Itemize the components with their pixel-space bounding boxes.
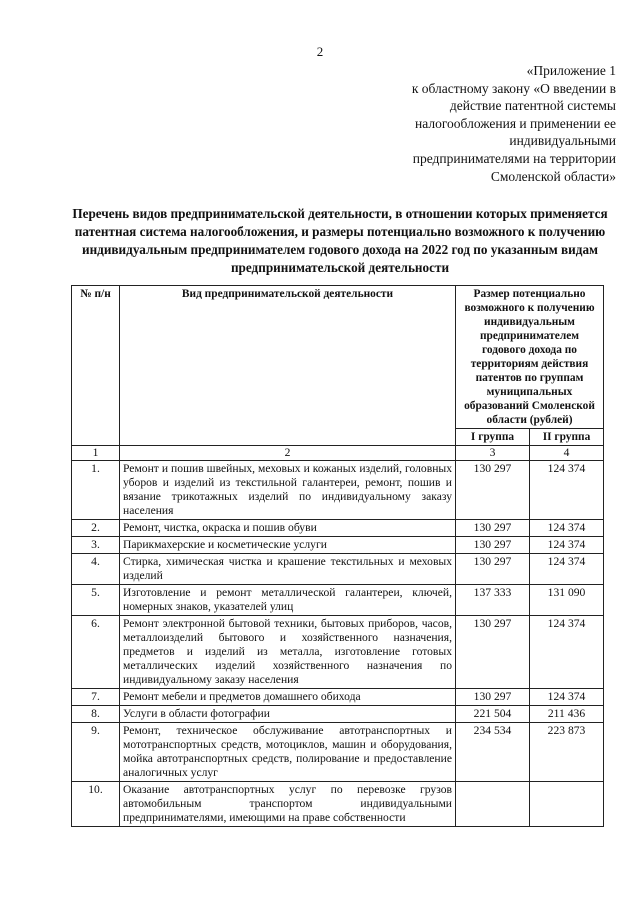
document-title: Перечень видов предпринимательской деятельности, в отношении которых применяется патентная система налогообложения, и размеры потенциально возможного к получению индивидуальным предпринимателем годового дохода на 2022 год по указанным видам предпринимательской деятельности (72, 206, 608, 275)
appendix-line: индивидуальными (509, 133, 616, 149)
row-activity: Стирка, химическая чистка и крашение текстильных и меховых изделий (120, 554, 456, 585)
row-activity: Ремонт, техническое обслуживание автотранспортных и мототранспортных средств, мотоциклов, машин и оборудования, мойка автотранспортных средств, полирование и предоставление аналогичных услуг (120, 723, 456, 782)
row-income-group-2: 124 374 (530, 461, 604, 520)
appendix-line: «Приложение 1 (526, 63, 616, 78)
row-income-group-1: 130 297 (456, 520, 530, 537)
row-income-group-2: 211 436 (530, 706, 604, 723)
appendix-line: к областному закону «О введении в (411, 80, 616, 96)
column-index-row (72, 446, 604, 461)
row-income-group-2: 131 090 (530, 585, 604, 616)
table-row (72, 461, 604, 520)
table-row (72, 585, 604, 616)
row-income-group-2: 223 873 (530, 723, 604, 782)
row-income-group-1: 234 534 (456, 723, 530, 782)
header-income: Размер потенциально возможного к получению индивидуальным предпринимателем годового дохода по территориям действия патентов по группам муниципальных образований Смоленской области (рублей) (456, 286, 604, 429)
row-number: 9. (72, 723, 120, 782)
row-income-group-1: 130 297 (456, 689, 530, 706)
row-activity: Ремонт, чистка, окраска и пошив обуви (120, 520, 456, 537)
table-row (72, 537, 604, 554)
table-row (72, 782, 604, 827)
row-income-group-2 (530, 782, 604, 827)
table-row (72, 723, 604, 782)
table-row (72, 689, 604, 706)
row-income-group-1 (456, 782, 530, 827)
column-index: 2 (120, 446, 456, 461)
row-income-group-1: 130 297 (456, 554, 530, 585)
column-index: 4 (530, 446, 604, 461)
column-index: 1 (72, 446, 120, 461)
row-activity: Ремонт электронной бытовой техники, бытовых приборов, часов, металлоизделий бытового и хозяйственного назначения, предметов и изделий из металла, изготовление готовых металлических изделий хозяйственного назначения по индивидуальному заказу населения (120, 616, 456, 689)
row-income-group-1: 130 297 (456, 616, 530, 689)
row-activity: Услуги в области фотографии (120, 706, 456, 723)
appendix-line: действие патентной системы (449, 98, 616, 114)
row-activity: Ремонт мебели и предметов домашнего обихода (120, 689, 456, 706)
row-income-group-2: 124 374 (530, 689, 604, 706)
header-activity: Вид предпринимательской деятельности (120, 286, 456, 446)
row-number: 10. (72, 782, 120, 827)
page-number: 2 (316, 44, 324, 59)
activity-income-table (71, 285, 604, 827)
row-income-group-1: 130 297 (456, 537, 530, 554)
row-activity: Изготовление и ремонт металлической галантереи, ключей, номерных знаков, указателей улиц (120, 585, 456, 616)
appendix-note (371, 62, 616, 185)
appendix-line: налогообложения и применении ее (415, 115, 616, 131)
table-row (72, 554, 604, 585)
row-number: 4. (72, 554, 120, 585)
table-row (72, 616, 604, 689)
appendix-line: Смоленской области» (490, 168, 616, 184)
row-number: 6. (72, 616, 120, 689)
header-number: № п/н (72, 286, 120, 446)
row-number: 8. (72, 706, 120, 723)
header-group-2: II группа (530, 429, 604, 446)
appendix-line: предпринимателями на территории (412, 150, 616, 166)
row-income-group-2: 124 374 (530, 616, 604, 689)
row-income-group-1: 221 504 (456, 706, 530, 723)
row-income-group-2: 124 374 (530, 537, 604, 554)
row-number: 2. (72, 520, 120, 537)
row-activity: Ремонт и пошив швейных, меховых и кожаных изделий, головных уборов и изделий из текстильной галантереи, ремонт, пошив и вязание трикотажных изделий по индивидуальному заказу населения (120, 461, 456, 520)
row-number: 5. (72, 585, 120, 616)
row-number: 1. (72, 461, 120, 520)
row-number: 3. (72, 537, 120, 554)
column-index: 3 (456, 446, 530, 461)
row-number: 7. (72, 689, 120, 706)
row-activity: Парикмахерские и косметические услуги (120, 537, 456, 554)
row-activity: Оказание автотранспортных услуг по перевозке грузов автомобильным транспортом индивидуальными предпринимателями, имеющими на праве собственности (120, 782, 456, 827)
row-income-group-2: 124 374 (530, 520, 604, 537)
header-group-1: I группа (456, 429, 530, 446)
row-income-group-2: 124 374 (530, 554, 604, 585)
table-row (72, 706, 604, 723)
row-income-group-1: 130 297 (456, 461, 530, 520)
table-row (72, 520, 604, 537)
row-income-group-1: 137 333 (456, 585, 530, 616)
